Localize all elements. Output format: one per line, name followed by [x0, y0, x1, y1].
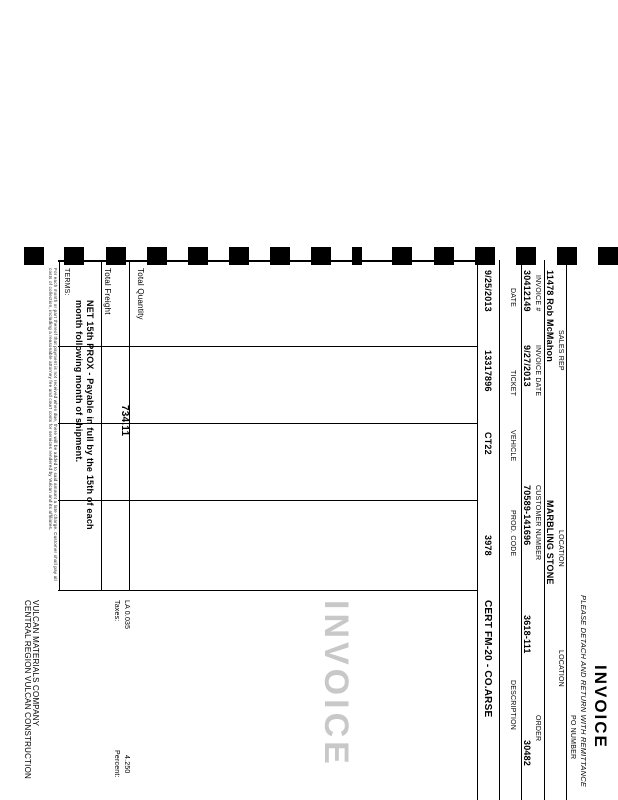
header-rule	[499, 260, 500, 800]
invoice-number-label: INVOICE #	[534, 275, 541, 312]
body-rule	[58, 500, 478, 501]
customer-number-value: 70589-141696	[522, 485, 532, 546]
total-quantity-label: Total Quantity	[136, 268, 145, 320]
sales-rep-value: 11478 Rob McMahon	[545, 270, 555, 362]
invoice-title: INVOICE	[591, 665, 610, 749]
terms-text: NET 15th PROX - Payable in full by the 15th of each month following month of shipment.	[74, 300, 95, 530]
column-vehicle: VEHICLE	[509, 430, 516, 462]
po-number-label: PO NUMBER	[569, 715, 576, 760]
body-rule	[58, 346, 478, 347]
remit-instruction: PLEASE DETACH AND RETURN WITH REMITTANCE	[579, 595, 588, 788]
company-line-2: CENTRAL REGION VULCAN CONSTRUCTION	[23, 600, 32, 779]
total-quantity-value: 734.11	[119, 405, 130, 437]
item-date: 9/25/2013	[483, 270, 493, 312]
totals-rule	[101, 260, 102, 590]
customer-number-label: CUSTOMER NUMBER	[534, 485, 541, 561]
invoice-watermark: INVOICE	[317, 600, 355, 768]
taxes-label: Taxes:	[113, 600, 120, 622]
header-rule	[477, 260, 478, 800]
location-code-value: 3618-111	[522, 615, 532, 654]
body-rule	[58, 260, 478, 262]
total-freight-label: Total Freight	[103, 268, 112, 315]
order-label: ORDER	[534, 715, 541, 742]
terms-label: TERMS:	[63, 268, 70, 296]
item-description: CERT FM-20 - CO.ARSE	[482, 600, 493, 718]
invoice-document	[23, 260, 610, 800]
totals-rule	[59, 260, 60, 590]
order-value: 30482	[522, 740, 532, 767]
item-prod-code: 3978	[483, 535, 493, 556]
taxes-value: LA 0.035	[123, 600, 130, 630]
column-description: DESCRIPTION	[509, 680, 516, 731]
header-rule	[566, 260, 567, 800]
registration-mark	[598, 247, 618, 265]
column-ticket: TICKET	[509, 370, 516, 397]
item-ticket: 13317896	[483, 350, 493, 392]
column-prod-code: PROD. CODE	[509, 510, 516, 557]
sales-rep-label: SALES REP	[557, 330, 564, 371]
invoice-number-value: 30412149	[522, 270, 532, 312]
invoice-date-value: 9/27/2013	[522, 345, 532, 387]
location-value: MARBLING STONE	[545, 500, 555, 585]
item-vehicle: CT22	[483, 432, 493, 455]
company-line-1: VULCAN MATERIALS COMPANY	[31, 600, 40, 727]
percent-value: 4.250	[123, 755, 130, 774]
body-rule	[58, 590, 478, 591]
location2-label: LOCATION	[557, 650, 564, 687]
location-label: LOCATION	[557, 530, 564, 567]
column-date: DATE	[509, 288, 516, 307]
fine-print: For each month or part thereof that payment is not received when due, there will be added to said amount a late charge. Customer shall pay all costs of collection, including a reasonable attorney fee and court costs for services rendered by Vulcan and its affiliates.	[48, 268, 58, 581]
invoice-date-label: INVOICE DATE	[534, 345, 541, 397]
percent-label: Percent:	[113, 750, 120, 778]
